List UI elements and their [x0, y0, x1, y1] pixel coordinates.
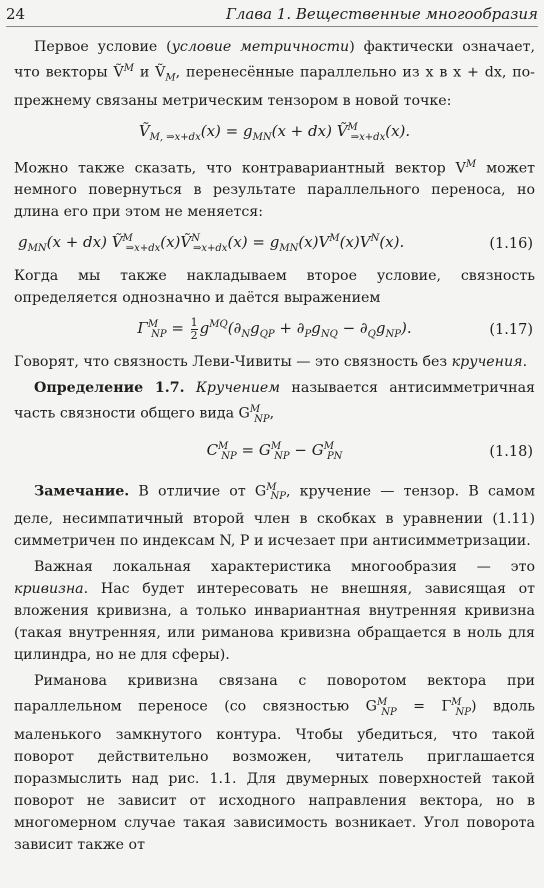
definition-label: Определение 1.7.	[34, 380, 185, 397]
chapter-title: Глава 1. Вещественные многообразия	[225, 5, 538, 23]
term-curvature: кривизна	[14, 581, 84, 598]
equation-transported-covector: Ṽ$_{M, \Rightarrow x+dx}$(x) = $g_{MN}(x + dx)$ Ṽ$^M_{\Rightarrow x+dx}$(x).	[138, 121, 411, 143]
term-torsion-def: Кручением	[195, 380, 281, 397]
equation-number: (1.16)	[489, 236, 533, 253]
paragraph-riemann-curvature: Риманова кривизна связана с поворотом вектора при параллельном переносе (со связностью $G^M_{NP} = \Gamma^M_{NP}$) вдоль маленького замкнутого контура. Чтобы убедиться, что такой поворот действительно возможен, читатель приглашается поразмыслить над рис. 1.1. Для двумерных поверхностей такой поворот не зависит от исходного направления вектора, но в многомерном случае такая зависимость возникает. Угол поворота зависит также от	[14, 673, 536, 853]
equation-number: (1.17)	[489, 322, 533, 339]
running-head	[6, 2, 538, 27]
paragraph-curvature: Важная локальная характеристика многообразия — это кривизна. Нас будет интересовать не внешняя, зависящая от вложения кривизна, а только инвариантная внутренняя кривизна (такая внутренняя, или риманова кривизна обращается в ноль для цилиндра, но не для сферы).	[14, 559, 535, 664]
equation-1-17: $\Gamma^M_{NP}$ = $\frac{1}{2}$ $g^{MQ}(\partial_Ng_{QP} + \partial_Pg_{NQ} - \partial_Qg_{NP})$. (1.17)	[137, 315, 533, 342]
remark: Замечание. В отличие от $G^M_{NP}$, кручение — тензор. В самом деле, несимпатичный второй член в скобках в уравнении (1.11) симметричен по индексам N, P и исчезает при антисимметризации.	[14, 481, 535, 550]
paragraph-levi-civita: Говорят, что связность Леви-Чивиты — это связность без кручения.	[14, 354, 528, 371]
term-torsion: кручения	[451, 354, 523, 371]
page-number: 24	[6, 5, 26, 23]
term-metricity: условие метричности	[171, 39, 350, 55]
paragraph-second-condition: Когда мы также накладываем второе условие, связность определяется однозначно и даётся выражением	[14, 268, 535, 307]
paragraph-metricity: Первое условие (условие метричности) фактически означает, что векторы Ṽ$^M$ и Ṽ$_M$, перенесённые параллельно из x в x + dx, по-прежнему связаны метрическим тензором в новой точке:	[14, 39, 535, 109]
equation-1-16: $g_{MN}(x + dx)$ Ṽ$^M_{\Rightarrow x+dx}$(x)Ṽ$^N_{\Rightarrow x+dx}$(x) = $g_{MN}(x)V^M(x)V^N(x)$. (1.16)	[18, 233, 533, 255]
equation-1-18: $C^M_{NP} = G^M_{NP} - G^M_{PN}$ (1.18)	[206, 440, 533, 462]
equation-number: (1.18)	[489, 443, 533, 460]
definition-1-7: Определение 1.7. Кручением называется антисимметричная часть связности общего вида $G^M_{NP}$,	[14, 380, 536, 425]
paragraph-length-preserved: Можно также сказать, что контравариантный вектор $V^M$ может немного повернуться в результате параллельного переноса, но длина его при этом не меняется:	[14, 158, 535, 221]
body-text	[14, 36, 535, 856]
remark-label: Замечание.	[34, 483, 130, 500]
